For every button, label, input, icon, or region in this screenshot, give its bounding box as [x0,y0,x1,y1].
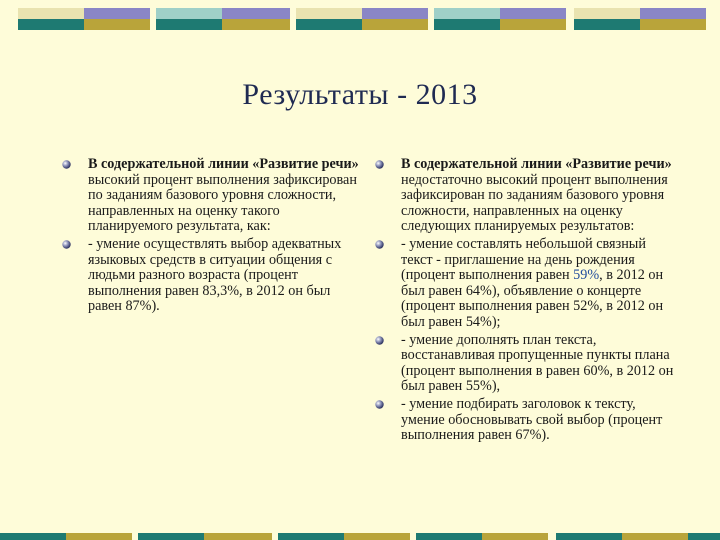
band-strip-gold [622,533,688,540]
sphere-bullet-icon [375,336,384,345]
band-block-teal [156,8,222,30]
band-block-gold [296,8,362,30]
band-block-teal [434,8,500,30]
sphere-bullet-icon [62,240,71,249]
top-decorative-band [18,8,718,30]
band-block-gold [18,8,84,30]
sphere-bullet-icon [375,240,384,249]
right-bullet-item-3 [375,333,675,395]
left-item1-text: высокий процент выполнения зафиксирован по заданиям базового уровня сложности, направленных на оценку такого планируемого результата, как: [88,171,357,235]
band-strip-teal [556,533,622,540]
band-block-purple [222,8,290,30]
right-item1-text: недостаточно высокий процент выполнения зафиксирован по заданиям базового уровня сложности, направленных на оценку следующих планируемых результатов: [401,171,668,235]
band-strip-teal [688,533,720,540]
right-bullet-item-1 [375,157,675,235]
bottom-decorative-band [0,533,720,540]
band-block-purple [362,8,428,30]
left-bullet-item-1 [62,157,360,235]
left-item1-lead: В содержательной линии «Развитие речи» [88,156,359,172]
right-item2-pre: - умение составлять небольшой связный текст - приглашение на день рождения (процент выполнения равен [401,235,646,284]
band-strip-gold [66,533,132,540]
band-block-gold [574,8,640,30]
left-column [62,157,360,317]
sphere-bullet-icon [62,160,71,169]
sphere-bullet-icon [375,400,384,409]
right-item4-text: - умение подбирать заголовок к тексту, умение обосновывать свой выбор (процент выполнения равен 67%). [401,395,663,444]
band-strip-gold [204,533,272,540]
band-strip-gold [344,533,410,540]
band-strip-teal [278,533,344,540]
right-item2-percent: 59% [573,267,600,284]
band-strip-teal [138,533,204,540]
left-bullet-item-2 [62,237,360,315]
right-item3-text: - умение дополнять план текста, восстанавливая пропущенные пункты плана (процент выполнения в равен 60%, в 2012 он был равен 55%), [401,331,674,395]
band-block-purple [84,8,150,30]
right-item2-post: , в 2012 он был равен 64%), объявление о концерте (процент выполнения равен 52%, в 2012 он был равен 54%); [401,267,664,330]
band-strip-gold [482,533,548,540]
band-block-purple [640,8,706,30]
sphere-bullet-icon [375,160,384,169]
right-bullet-item-4 [375,397,675,444]
band-strip-teal [0,533,66,540]
band-block-purple [500,8,566,30]
right-item1-lead: В содержательной линии «Развитие речи» [401,156,672,172]
left-item2-text: - умение осуществлять выбор адекватных языковых средств в ситуации общения с людьми разного возраста (процент выполнения равен 83,3%, в 2012 он был равен 87%). [88,235,342,315]
right-bullet-item-2 [375,237,675,331]
right-column [375,157,675,446]
slide-title: Результаты - 2013 [242,78,478,111]
band-strip-teal [416,533,482,540]
